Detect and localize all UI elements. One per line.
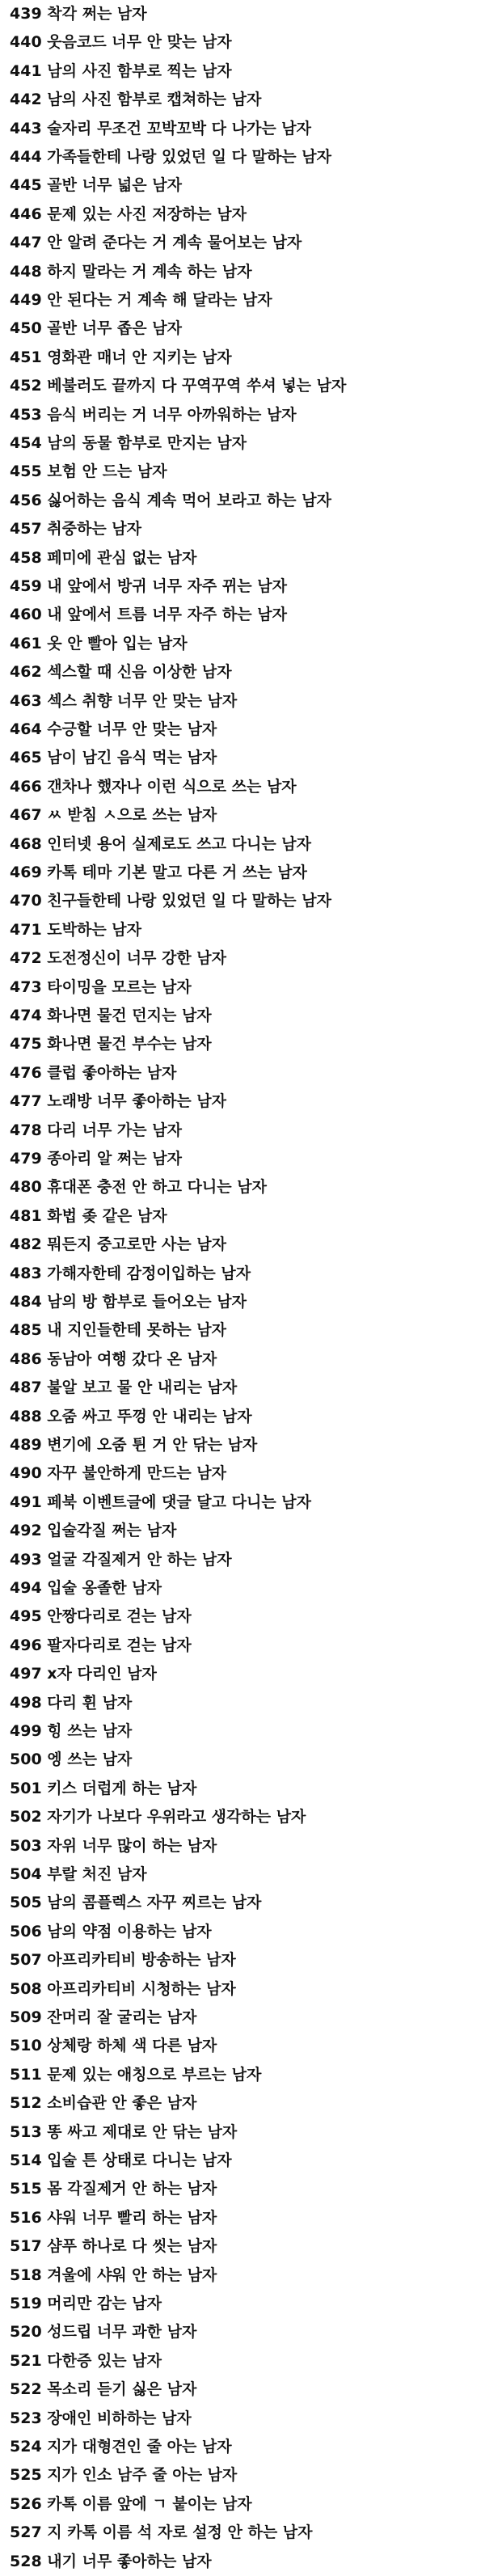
- list-item: 465 남이 남긴 음식 먹는 남자: [10, 749, 217, 767]
- list-item: 524 지가 대형견인 줄 아는 남자: [10, 2438, 232, 2456]
- list-item: 523 장애인 비하하는 남자: [10, 2409, 192, 2427]
- list-item: 499 힝 쓰는 남자: [10, 1722, 133, 1740]
- list-item: 516 샤워 너무 빨리 하는 남자: [10, 2208, 217, 2227]
- list-item: 476 클럽 좋아하는 남자: [10, 1063, 177, 1082]
- list-item: 456 싫어하는 음식 계속 먹어 보라고 하는 남자: [10, 491, 331, 509]
- list-item: 497 x자 다리인 남자: [10, 1665, 157, 1683]
- list-item: 511 문제 있는 애칭으로 부르는 남자: [10, 2065, 262, 2084]
- list-item: 442 남의 사진 함부로 캡쳐하는 남자: [10, 91, 262, 109]
- list-item: 518 겨울에 샤워 안 하는 남자: [10, 2266, 217, 2284]
- list-item: 451 영화관 매너 안 지키는 남자: [10, 348, 232, 366]
- list-item: 515 몸 각질제거 안 하는 남자: [10, 2180, 217, 2198]
- list-item: 508 아프리카티비 시청하는 남자: [10, 1979, 236, 1998]
- list-item: 525 지가 인소 남주 줄 아는 남자: [10, 2466, 238, 2485]
- list-item: 490 자꾸 불안하게 만드는 남자: [10, 1464, 227, 1483]
- list-item: 466 갠차나 했자나 이런 식으로 쓰는 남자: [10, 777, 297, 796]
- list-item: 514 입술 튼 상태로 다니는 남자: [10, 2152, 232, 2169]
- list-item: 509 잔머리 잘 굴리는 남자: [10, 2008, 197, 2026]
- list-item: 483 가해자한테 감정이입하는 남자: [10, 1264, 251, 1282]
- list-item: 491 페북 이벤트글에 댓글 달고 다니는 남자: [10, 1493, 312, 1511]
- list-item: 448 하지 말라는 거 계속 하는 남자: [10, 262, 252, 281]
- list-item: 467 ㅆ 받침 ㅅ으로 쓰는 남자: [10, 806, 217, 825]
- list-item: 520 성드립 너무 과한 남자: [10, 2323, 197, 2342]
- list-item: 493 얼굴 각질제거 안 하는 남자: [10, 1550, 232, 1569]
- list-item: 480 휴대폰 충전 안 하고 다니는 남자: [10, 1178, 267, 1197]
- list-item: 439 착각 쩌는 남자: [10, 5, 147, 23]
- list-item: 505 남의 콤플렉스 자꾸 찌르는 남자: [10, 1894, 262, 1912]
- list-item: 458 페미에 관심 없는 남자: [10, 548, 197, 567]
- list-item: 471 도박하는 남자: [10, 920, 142, 939]
- list-item: 492 입술각질 쩌는 남자: [10, 1522, 177, 1540]
- list-item: 475 화나면 물건 부수는 남자: [10, 1035, 212, 1054]
- list-item: 443 술자리 무조건 꼬박꼬박 다 나가는 남자: [10, 119, 312, 137]
- list-item: 464 수긍할 너무 안 맞는 남자: [10, 720, 217, 738]
- list-item: 496 팔자다리로 걷는 남자: [10, 1636, 192, 1654]
- list-item: 469 카톡 테마 기본 말고 다른 거 쓰는 남자: [10, 864, 307, 881]
- list-item: 453 음식 버리는 거 너무 아까워하는 남자: [10, 405, 297, 424]
- list-item: 468 인터넷 용어 실제로도 쓰고 다니는 남자: [10, 834, 312, 853]
- list-item: 457 취중하는 남자: [10, 520, 142, 538]
- list-item: 444 가족들한테 나랑 있었던 일 다 말하는 남자: [10, 148, 331, 166]
- list-item: 526 카톡 이름 앞에 ㄱ 붙이는 남자: [10, 2494, 252, 2513]
- list-item: 495 안짱다리로 걷는 남자: [10, 1607, 192, 1626]
- list-item: 474 화나면 물건 던지는 남자: [10, 1007, 212, 1024]
- list-item: 482 뭐든지 중고로만 사는 남자: [10, 1235, 227, 1254]
- list-item: 487 불알 보고 물 안 내리는 남자: [10, 1379, 238, 1397]
- list-item: 506 남의 약점 이용하는 남자: [10, 1922, 212, 1940]
- list-item: 502 자기가 나보다 우위라고 생각하는 남자: [10, 1808, 306, 1826]
- list-item: 440 웃음코드 너무 안 맞는 남자: [10, 33, 232, 52]
- list-item: 485 내 지인들한테 못하는 남자: [10, 1321, 227, 1340]
- list-item: 450 골반 너무 좁은 남자: [10, 319, 182, 338]
- list-item: 454 남의 동물 함부로 만지는 남자: [10, 434, 247, 452]
- list-item: 470 친구들한테 나랑 있었던 일 다 말하는 남자: [10, 892, 331, 910]
- list-item: 521 다한증 있는 남자: [10, 2351, 162, 2370]
- list-item: 473 타이밍을 모르는 남자: [10, 978, 192, 996]
- list-item: 513 똥 싸고 제대로 안 닦는 남자: [10, 2122, 238, 2141]
- list-item: 501 키스 더럽게 하는 남자: [10, 1779, 197, 1797]
- list-item: 527 지 카톡 이름 석 자로 설정 안 하는 남자: [10, 2523, 313, 2542]
- list-item: 478 다리 너무 가는 남자: [10, 1121, 182, 1139]
- list-item: 510 상체랑 하체 색 다른 남자: [10, 2037, 217, 2055]
- list-item: 504 부랄 처진 남자: [10, 1865, 147, 1883]
- list-item: 479 종아리 알 쩌는 남자: [10, 1150, 182, 1168]
- list-item: 481 화법 좆 같은 남자: [10, 1206, 167, 1225]
- list-item: 460 내 앞에서 트름 너무 자주 하는 남자: [10, 606, 287, 624]
- list-item: 494 입술 옹졸한 남자: [10, 1579, 162, 1597]
- list-item: 488 오줌 싸고 뚜껑 안 내리는 남자: [10, 1407, 252, 1425]
- list-item: 503 자위 너무 많이 하는 남자: [10, 1836, 217, 1855]
- list-item: 517 샴푸 하나로 다 씻는 남자: [10, 2237, 217, 2256]
- list-item: 498 다리 휜 남자: [10, 1693, 133, 1712]
- list-item: 477 노래방 너무 좋아하는 남자: [10, 1092, 227, 1111]
- list-item: 512 소비습관 안 좋은 남자: [10, 2094, 197, 2113]
- list-item: 472 도전정신이 너무 강한 남자: [10, 949, 227, 968]
- list-item: 522 목소리 듣기 싫은 남자: [10, 2380, 197, 2399]
- list-item: 447 안 알려 준다는 거 계속 물어보는 남자: [10, 234, 302, 252]
- list-item: 446 문제 있는 사진 저장하는 남자: [10, 205, 247, 223]
- list-item: 507 아프리카티비 방송하는 남자: [10, 1951, 236, 1970]
- list-item: 449 안 된다는 거 계속 해 달라는 남자: [10, 291, 272, 309]
- list-item: 441 남의 사진 함부로 찍는 남자: [10, 61, 232, 80]
- list-item: 461 옷 안 빨아 입는 남자: [10, 634, 188, 652]
- list-item: 500 엥 쓰는 남자: [10, 1750, 133, 1769]
- list-item: 455 보험 안 드는 남자: [10, 462, 167, 481]
- list-item: 484 남의 방 함부로 들어오는 남자: [10, 1293, 247, 1311]
- list-item: 452 베불러도 끝까지 다 꾸역꾸역 쑤셔 넣는 남자: [10, 377, 347, 395]
- list-item: 489 변기에 오줌 튄 거 안 닦는 남자: [10, 1436, 258, 1454]
- list-item: 528 내기 너무 좋아하는 남자: [10, 2552, 212, 2570]
- list-item: 462 섹스할 때 신음 이상한 남자: [10, 663, 232, 682]
- list-item: 463 섹스 취향 너무 안 맞는 남자: [10, 691, 238, 710]
- list-item: 486 동남아 여행 갔다 온 남자: [10, 1349, 217, 1368]
- list-item: 519 머리만 감는 남자: [10, 2295, 162, 2312]
- list-item: 445 골반 너무 넓은 남자: [10, 176, 182, 195]
- list-item: 459 내 앞에서 방귀 너무 자주 뀌는 남자: [10, 577, 287, 595]
